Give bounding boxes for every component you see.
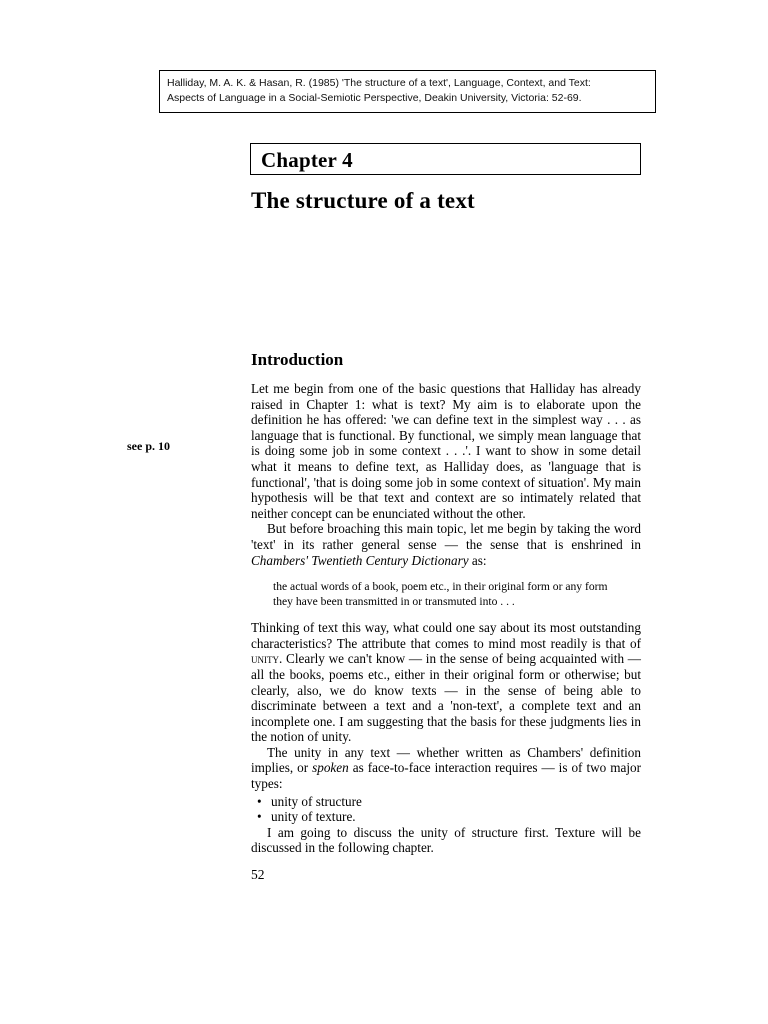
paragraph-2-text-a: But before broaching this main topic, let me begin by taking the word 'text' in its rather general sense — the sense that is enshrined in bbox=[251, 521, 641, 552]
citation-box bbox=[159, 70, 656, 113]
paragraph-3-text-a: Thinking of text this way, what could one say about its most outstanding characteristics? The attribute that comes to mind most readily is that of bbox=[251, 620, 641, 651]
block-quote bbox=[273, 579, 613, 609]
paragraph-3-text-b: . Clearly we can't know — in the sense of being acquainted with — all the books, poems etc., either in their original form or otherwise; but clearly, also, we do know texts — in the sense of being able to discriminate between a text and a 'non-text', a complete text and an incomplete one. I am suggesting that the basis for these judgments lies in the notion of unity. bbox=[251, 651, 641, 745]
list-item: • unity of structure bbox=[251, 794, 641, 810]
body-text-column bbox=[251, 381, 641, 856]
page-number: 52 bbox=[251, 867, 265, 882]
paragraph-4-text-a: The unity in any text — whether written as Chambers' definition implies, or bbox=[251, 744, 641, 776]
citation-line-1: Halliday, M. A. K. & Hasan, R. (1985) 'The structure of a text', Language, Context, and Text: bbox=[167, 77, 591, 89]
section-heading: Introduction bbox=[251, 350, 344, 369]
paragraph-2-text-b: as: bbox=[468, 552, 487, 568]
paragraph-3 bbox=[251, 620, 641, 745]
paragraph-4 bbox=[251, 745, 641, 792]
chapter-title: The structure of a text bbox=[251, 188, 475, 213]
emphasis-spoken: spoken bbox=[312, 760, 349, 776]
chapter-number: Chapter 4 bbox=[261, 148, 353, 172]
paragraph-4-text-b: as face-to-face interaction requires — is of two major types: bbox=[251, 760, 641, 792]
margin-note: see p. 10 bbox=[127, 439, 170, 453]
block-quote-line-2: they have been transmitted in or transmuted into . . . bbox=[273, 595, 515, 609]
dictionary-title: Chambers' Twentieth Century Dictionary bbox=[251, 552, 469, 568]
citation-line-2: Aspects of Language in a Social-Semiotic Perspective, Deakin University, Victoria: 52-69. bbox=[167, 92, 582, 105]
block-quote-line-1: the actual words of a book, poem etc., in their original form or any form bbox=[273, 580, 608, 594]
paragraph-5: I am going to discuss the unity of structure first. Texture will be discussed in the following chapter. bbox=[251, 824, 641, 856]
term-unity: unity bbox=[251, 651, 279, 667]
paragraph-1: Let me begin from one of the basic questions that Halliday has already raised in Chapter 1: what is text? My aim is to elaborate upon the definition he has offered: 'we can define text in the simplest way . . . as language that is functional. By functional, we simply mean language that is doing some job in some context . . .'. I want to show in some detail what it means to define text, as Halliday does, as 'language that is functional', 'that is doing some job in some context of situation'. My main hypothesis will be that text and context are so intimately related that neither concept can be enunciated without the other. bbox=[251, 381, 641, 521]
list-item: • unity of texture. bbox=[251, 809, 641, 825]
paragraph-2 bbox=[251, 521, 641, 568]
unity-types-list bbox=[251, 794, 641, 825]
